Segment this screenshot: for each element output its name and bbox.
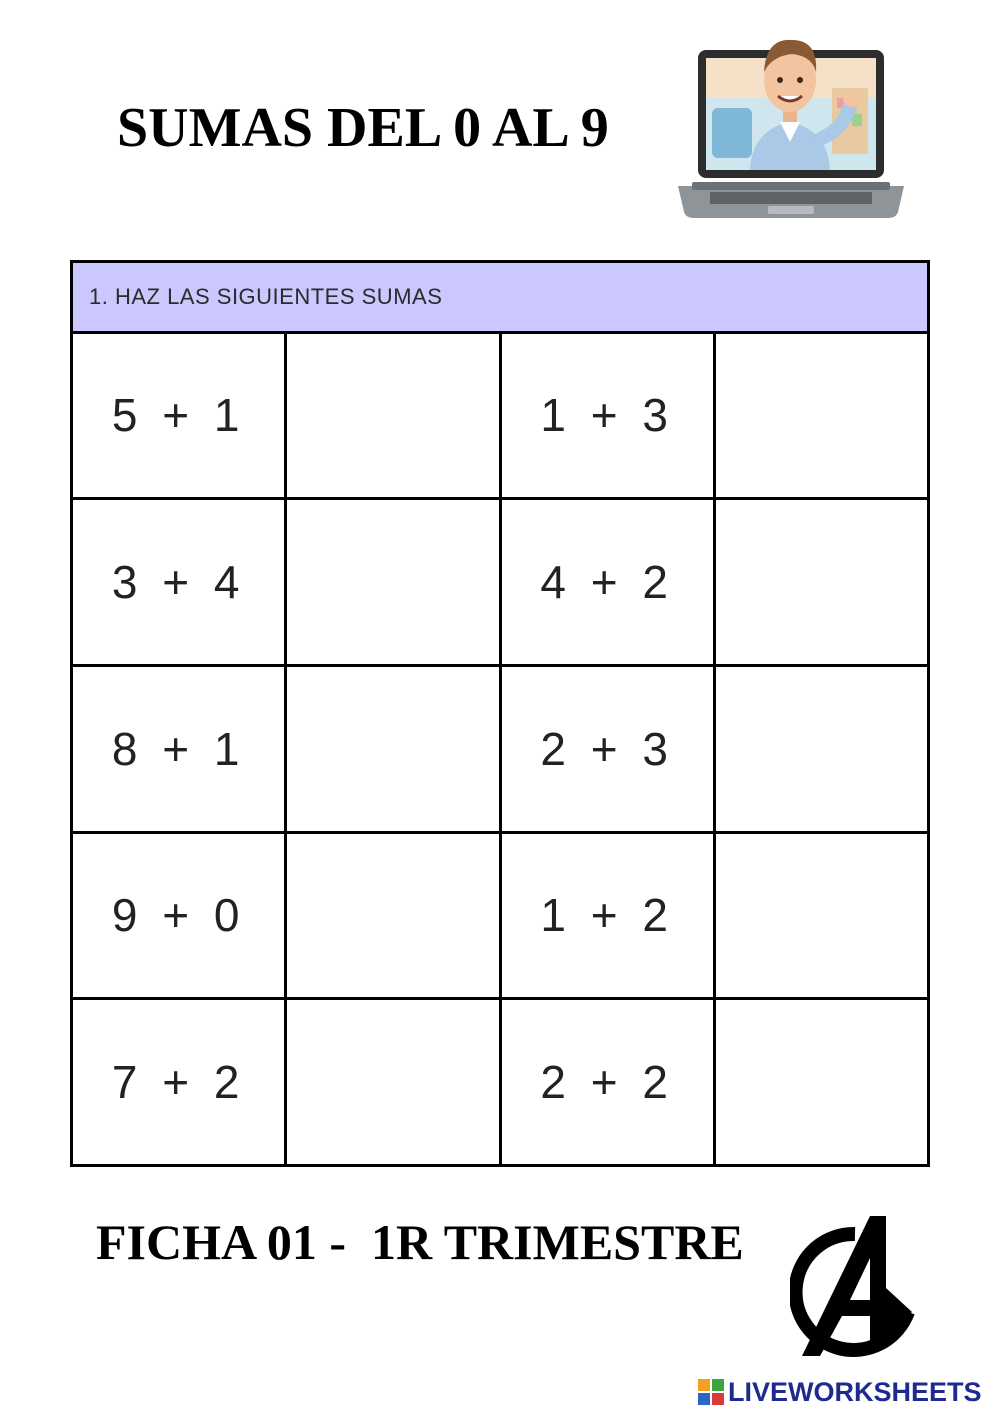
sum-operation: 3 + 4 bbox=[72, 499, 286, 666]
answer-box[interactable] bbox=[286, 832, 500, 999]
laptop-avatar-illustration bbox=[672, 18, 910, 226]
answer-box[interactable] bbox=[714, 665, 928, 832]
brand-text: LIVEWORKSHEETS bbox=[728, 1376, 982, 1407]
sum-operation: 1 + 2 bbox=[500, 832, 714, 999]
sum-operation: 9 + 0 bbox=[72, 832, 286, 999]
sum-operation: 2 + 2 bbox=[500, 999, 714, 1166]
worksheet-footer: FICHA 01 - 1R TRIMESTRE bbox=[96, 1214, 744, 1270]
sum-operation: 8 + 1 bbox=[72, 665, 286, 832]
answer-box[interactable] bbox=[286, 999, 500, 1166]
sum-operation: 5 + 1 bbox=[72, 332, 286, 499]
answer-box[interactable] bbox=[714, 999, 928, 1166]
table-row bbox=[72, 332, 929, 499]
answer-box[interactable] bbox=[286, 665, 500, 832]
answer-box[interactable] bbox=[714, 832, 928, 999]
brand-watermark bbox=[698, 1376, 982, 1408]
table-row bbox=[72, 665, 929, 832]
avengers-logo-icon bbox=[790, 1212, 920, 1362]
sum-operation: 1 + 3 bbox=[500, 332, 714, 499]
sum-operation: 4 + 2 bbox=[500, 499, 714, 666]
sum-operation: 7 + 2 bbox=[72, 999, 286, 1166]
worksheet-title: SUMAS DEL 0 AL 9 bbox=[117, 97, 609, 159]
sum-operation: 2 + 3 bbox=[500, 665, 714, 832]
table-row bbox=[72, 499, 929, 666]
instruction-header: 1. HAZ LAS SIGUIENTES SUMAS bbox=[72, 262, 929, 333]
answer-box[interactable] bbox=[286, 499, 500, 666]
liveworksheets-logo-icon bbox=[698, 1379, 724, 1405]
answer-box[interactable] bbox=[714, 332, 928, 499]
sums-table bbox=[70, 260, 930, 1167]
answer-box[interactable] bbox=[714, 499, 928, 666]
table-row bbox=[72, 832, 929, 999]
table-row bbox=[72, 999, 929, 1166]
answer-box[interactable] bbox=[286, 332, 500, 499]
